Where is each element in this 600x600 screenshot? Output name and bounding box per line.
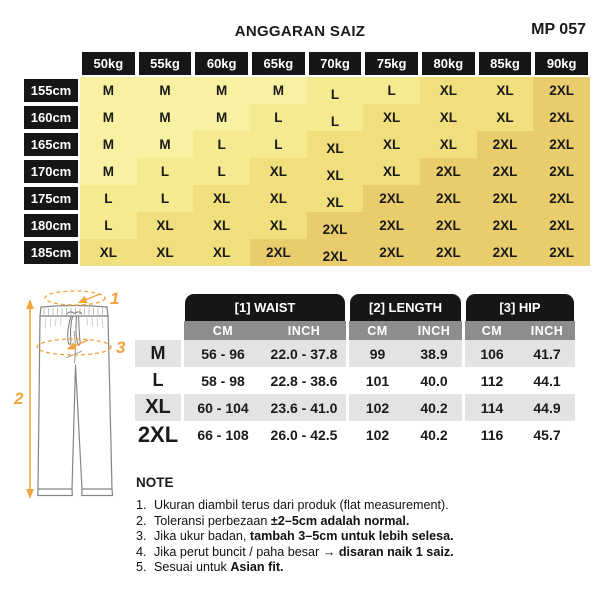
size-cell xyxy=(250,212,307,239)
size-cell xyxy=(250,131,307,158)
measure-value: 26.0 - 42.5 xyxy=(262,421,346,448)
size-cell xyxy=(193,212,250,239)
size-cell-value: XL xyxy=(269,191,287,206)
size-cell-value: M xyxy=(159,83,171,98)
size-cell-value: XL xyxy=(439,110,457,125)
size-cell xyxy=(477,104,534,131)
size-cell-value: M xyxy=(159,137,171,152)
measure-value: 106 xyxy=(465,340,519,367)
size-cell-value: 2XL xyxy=(435,164,461,179)
note-number: 5. xyxy=(136,560,147,575)
size-cell xyxy=(80,158,137,185)
height-label: 175cm xyxy=(22,185,80,212)
note-item xyxy=(136,560,588,576)
size-chart xyxy=(22,50,590,266)
size-cell xyxy=(307,185,364,212)
height-label: 180cm xyxy=(22,212,80,239)
size-cell-value: M xyxy=(102,164,114,179)
measure-value: 60 - 104 xyxy=(184,394,262,421)
size-cell xyxy=(533,131,590,158)
note-number: 2. xyxy=(136,513,147,528)
weight-header: 80kg xyxy=(420,50,477,77)
measure-value: 99 xyxy=(349,340,406,367)
measure-value: 102 xyxy=(349,421,406,448)
size-cell-value: 2XL xyxy=(549,137,575,152)
size-cell xyxy=(363,212,420,239)
weight-header: 50kg xyxy=(80,50,137,77)
size-cell xyxy=(533,239,590,266)
row-size-label: M xyxy=(135,340,181,367)
measure-value: 44.9 xyxy=(519,394,575,421)
size-cell-value: XL xyxy=(213,245,231,260)
measure-spacer xyxy=(135,294,184,321)
size-cell xyxy=(307,212,364,239)
size-cell xyxy=(307,239,364,266)
size-cell xyxy=(420,212,477,239)
size-cell-value: 2XL xyxy=(549,245,575,260)
size-cell-value: L xyxy=(160,164,170,179)
unit-subheader: INCH xyxy=(262,321,346,340)
size-cell-value: L xyxy=(160,191,170,206)
size-cell xyxy=(420,77,477,104)
weight-header: 75kg xyxy=(363,50,420,77)
size-cell-value: 2XL xyxy=(322,249,348,264)
size-cell xyxy=(80,185,137,212)
unit-subheader: CM xyxy=(465,321,519,340)
note-text-bold: disaran naik 1 saiz. xyxy=(338,544,454,559)
size-cell-value: XL xyxy=(156,245,174,260)
size-cell-value: XL xyxy=(439,137,457,152)
size-cell xyxy=(193,185,250,212)
unit-subheader: CM xyxy=(349,321,406,340)
size-cell xyxy=(420,104,477,131)
size-cell xyxy=(420,239,477,266)
size-cell-value: L xyxy=(217,164,226,179)
height-label: 155cm xyxy=(22,77,80,104)
size-cell-value: L xyxy=(104,218,113,233)
measure-tab-gap xyxy=(462,294,465,321)
unit-subheader: CM xyxy=(184,321,262,340)
note-text xyxy=(154,545,454,561)
row-size-label: XL xyxy=(135,394,181,421)
size-cell xyxy=(193,239,250,266)
size-cell xyxy=(477,158,534,185)
size-cell xyxy=(363,185,420,212)
note-text-plain: Jika ukur badan, xyxy=(154,529,250,544)
note-number: 4. xyxy=(136,544,147,559)
size-cell xyxy=(533,104,590,131)
size-cell-value: 2XL xyxy=(322,222,348,237)
height-label: 185cm xyxy=(22,239,80,266)
size-cell-value: XL xyxy=(496,83,514,98)
unit-subheader: INCH xyxy=(519,321,575,340)
pants-illustration xyxy=(4,283,140,518)
size-cell-value: M xyxy=(102,137,114,152)
note-text xyxy=(154,560,284,576)
size-cell-value: XL xyxy=(383,110,401,125)
size-cell-value: XL xyxy=(383,137,401,152)
size-cell xyxy=(420,131,477,158)
size-cell-value: 2XL xyxy=(379,245,405,260)
note-text xyxy=(154,498,449,514)
size-cell-value: 2XL xyxy=(492,218,518,233)
size-cell xyxy=(477,77,534,104)
size-cell-value: XL xyxy=(326,141,344,156)
size-cell-value: XL xyxy=(326,168,344,183)
size-cell-value: L xyxy=(104,191,113,206)
row-size-label: L xyxy=(135,367,181,394)
product-code: MP 057 xyxy=(531,21,586,38)
size-cell-value: 2XL xyxy=(549,164,575,179)
size-cell xyxy=(533,185,590,212)
note-item xyxy=(136,545,588,561)
note-text-plain: Sesuai untuk xyxy=(154,560,231,575)
size-cell-value: 2XL xyxy=(379,218,405,233)
measure-value: 40.2 xyxy=(406,394,462,421)
size-cell xyxy=(250,104,307,131)
size-cell xyxy=(307,77,364,104)
size-cell xyxy=(137,212,194,239)
size-cell xyxy=(307,131,364,158)
measure-value: 22.8 - 38.6 xyxy=(262,367,346,394)
size-cell-value: L xyxy=(387,83,396,98)
size-cell xyxy=(477,239,534,266)
note-item xyxy=(136,498,588,514)
size-cell-value: XL xyxy=(213,191,231,206)
size-cell-value: XL xyxy=(383,164,401,179)
measure-value: 40.0 xyxy=(406,367,462,394)
size-cell xyxy=(250,185,307,212)
size-cell xyxy=(420,158,477,185)
size-cell xyxy=(477,212,534,239)
size-cell-value: M xyxy=(272,83,284,98)
height-label: 170cm xyxy=(22,158,80,185)
size-cell-value: 2XL xyxy=(492,245,518,260)
note-text-plain: Jika perut buncit / paha besar → xyxy=(154,544,339,559)
note-text-bold: ±2–5cm adalah normal. xyxy=(270,513,410,528)
pants-diagram xyxy=(4,283,140,518)
size-cell xyxy=(477,131,534,158)
note-text-plain: Ukuran diambil terus dari produk (flat measurement). xyxy=(154,498,449,512)
weight-header: 60kg xyxy=(193,50,250,77)
size-cell-value: XL xyxy=(269,218,287,233)
size-cell xyxy=(533,212,590,239)
row-size-label: 2XL xyxy=(135,421,181,448)
note-text-plain: Toleransi perbezaan xyxy=(154,513,271,528)
size-cell-value: XL xyxy=(496,110,514,125)
size-cell xyxy=(307,104,364,131)
measure-value: 38.9 xyxy=(406,340,462,367)
measure-value: 66 - 108 xyxy=(184,421,262,448)
size-cell xyxy=(363,77,420,104)
size-cell xyxy=(477,185,534,212)
size-cell-value: 2XL xyxy=(435,191,461,206)
page-title: ANGGARAN SAIZ xyxy=(234,23,366,40)
size-cell xyxy=(137,239,194,266)
note-list xyxy=(136,498,588,576)
note-item xyxy=(136,514,588,530)
size-cell-value: XL xyxy=(439,83,457,98)
measure-value: 23.6 - 41.0 xyxy=(262,394,346,421)
marker-2-length: 2 xyxy=(14,389,24,408)
size-cell-value: 2XL xyxy=(492,191,518,206)
size-cell-value: XL xyxy=(213,218,231,233)
size-cell xyxy=(533,158,590,185)
size-cell-value: L xyxy=(330,87,340,102)
size-cell xyxy=(250,239,307,266)
size-cell xyxy=(363,104,420,131)
size-cell-value: 2XL xyxy=(492,137,518,152)
measure-value: 101 xyxy=(349,367,406,394)
size-cell xyxy=(137,104,194,131)
weight-header: 70kg xyxy=(307,50,364,77)
marker-3-hip: 3 xyxy=(116,338,126,357)
size-cell xyxy=(137,77,194,104)
size-cell-value: XL xyxy=(99,245,117,260)
size-cell xyxy=(250,158,307,185)
measure-tab: [3] HIP xyxy=(466,294,574,321)
measure-value: 112 xyxy=(465,367,519,394)
size-cell xyxy=(193,158,250,185)
size-cell-value: 2XL xyxy=(549,83,575,98)
measure-value: 41.7 xyxy=(519,340,575,367)
weight-header: 65kg xyxy=(250,50,307,77)
size-cell-value: 2XL xyxy=(435,245,461,260)
unit-subheader: INCH xyxy=(406,321,462,340)
size-cell xyxy=(420,185,477,212)
size-cell-value: 2XL xyxy=(492,164,518,179)
size-cell-value: 2XL xyxy=(549,191,575,206)
size-cell xyxy=(193,77,250,104)
size-cell xyxy=(193,104,250,131)
size-cell xyxy=(137,131,194,158)
size-chart-corner xyxy=(22,50,80,77)
size-cell-value: 2XL xyxy=(549,110,575,125)
size-cell-value: M xyxy=(216,83,228,98)
size-cell xyxy=(363,158,420,185)
note-text xyxy=(154,529,454,545)
size-cell xyxy=(137,158,194,185)
note-number: 3. xyxy=(136,529,147,544)
measure-value: 44.1 xyxy=(519,367,575,394)
size-cell xyxy=(533,77,590,104)
size-cell xyxy=(80,239,137,266)
measure-tab-gap xyxy=(346,294,349,321)
weight-header: 85kg xyxy=(477,50,534,77)
size-cell-value: M xyxy=(159,110,171,125)
measurement-table xyxy=(135,294,575,448)
size-cell-value: M xyxy=(102,83,114,98)
size-cell-value: XL xyxy=(156,218,174,233)
size-cell-value: 2XL xyxy=(379,191,405,206)
note-number: 1. xyxy=(136,498,147,512)
measure-value: 45.7 xyxy=(519,421,575,448)
measure-value: 114 xyxy=(465,394,519,421)
measure-value: 58 - 98 xyxy=(184,367,262,394)
size-cell xyxy=(80,131,137,158)
size-cell-value: L xyxy=(217,137,226,152)
size-cell-value: M xyxy=(102,110,114,125)
size-cell-value: 2XL xyxy=(435,218,461,233)
marker-1-waist: 1 xyxy=(110,289,120,308)
weight-header: 55kg xyxy=(137,50,194,77)
measure-tab: [2] LENGTH xyxy=(350,294,461,321)
size-cell-value: XL xyxy=(326,195,344,210)
size-cell-value: 2XL xyxy=(549,218,575,233)
waist-ellipse xyxy=(45,291,105,305)
size-cell xyxy=(250,77,307,104)
pants-outline xyxy=(38,306,113,496)
measure-value: 56 - 96 xyxy=(184,340,262,367)
note-heading: NOTE xyxy=(136,475,174,490)
size-cell-value: 2XL xyxy=(265,245,291,260)
size-cell xyxy=(193,131,250,158)
size-cell xyxy=(363,131,420,158)
size-cell-value: L xyxy=(274,110,283,125)
size-cell-value: L xyxy=(274,137,283,152)
size-cell-value: XL xyxy=(269,164,287,179)
measure-value: 116 xyxy=(465,421,519,448)
weight-header: 90kg xyxy=(533,50,590,77)
height-label: 165cm xyxy=(22,131,80,158)
note-item xyxy=(136,529,588,545)
note-text-bold: Asian fit. xyxy=(230,560,284,575)
size-cell xyxy=(80,212,137,239)
size-cell xyxy=(363,239,420,266)
note-text-bold: tambah 3–5cm untuk lebih selesa. xyxy=(249,529,454,544)
size-cell-value: M xyxy=(216,110,228,125)
height-label: 160cm xyxy=(22,104,80,131)
size-cell xyxy=(80,77,137,104)
measure-spacer xyxy=(135,321,184,340)
measure-tab: [1] WAIST xyxy=(185,294,345,321)
measure-value: 40.2 xyxy=(406,421,462,448)
note-text xyxy=(154,514,409,530)
note-section xyxy=(136,475,588,576)
size-cell-value: L xyxy=(330,114,340,129)
size-cell xyxy=(137,185,194,212)
measure-value: 22.0 - 37.8 xyxy=(262,340,346,367)
size-cell xyxy=(80,104,137,131)
size-cell xyxy=(307,158,364,185)
measure-value: 102 xyxy=(349,394,406,421)
